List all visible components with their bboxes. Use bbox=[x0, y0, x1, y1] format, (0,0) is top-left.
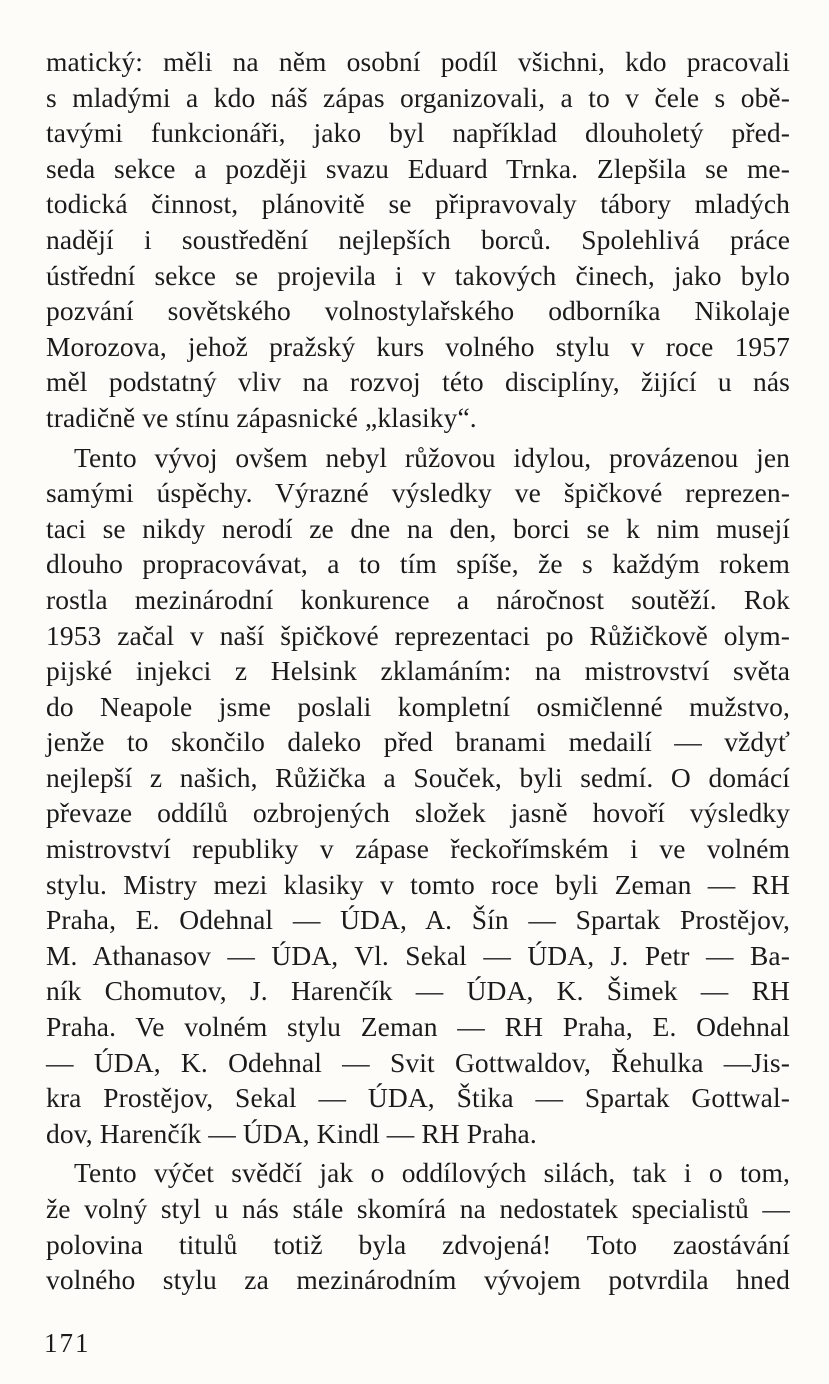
text-line: Morozova, jehož pražský kurs volného stylu v roce 1957 bbox=[46, 330, 790, 362]
text-line: matický: měli na něm osobní podíl všichni, kdo pracovali bbox=[46, 46, 790, 77]
text-line: seda sekce a později svazu Eduard Trnka. Zlepšila se me- bbox=[46, 152, 790, 184]
text-line: samými úspěchy. Výrazné výsledky ve špičkové reprezen- bbox=[46, 477, 790, 509]
text-line: stylu. Mistry mezi klasiky v tomto roce byli Zeman — RH bbox=[46, 868, 790, 900]
text-line: ústřední sekce se projevila i v takových činech, jako bylo bbox=[46, 259, 790, 291]
text-line: M. Athanasov — ÚDA, Vl. Sekal — ÚDA, J. Petr — Ba- bbox=[46, 939, 790, 971]
text-line: polovina titulů totiž byla zdvojená! Toto zaostávání bbox=[46, 1228, 790, 1260]
text-line: Praha, E. Odehnal — ÚDA, A. Šín — Spartak Prostějov, bbox=[46, 904, 790, 936]
text-line: taci se nikdy nerodí ze dne na den, borci se k nim musejí bbox=[46, 512, 790, 544]
text-line: Tento vývoj ovšem nebyl růžovou idylou, provázenou jen bbox=[74, 441, 790, 473]
page-number: 171 bbox=[44, 1328, 91, 1358]
text-line: 1953 začal v naší špičkové reprezentaci po Růžičkově olym- bbox=[46, 619, 790, 651]
text-line: kra Prostějov, Sekal — ÚDA, Štika — Spartak Gottwal- bbox=[46, 1082, 790, 1114]
text-line: nadějí i soustředění nejlepších borců. Spolehlivá práce bbox=[46, 223, 790, 255]
text-line: pijské injekci z Helsink zklamáním: na mistrovství světa bbox=[46, 655, 790, 687]
text-line: jenže to skončilo daleko před branami medailí — vždyť bbox=[46, 726, 790, 758]
text-line: rostla mezinárodní konkurence a náročnost soutěží. Rok bbox=[46, 583, 790, 615]
text-line: volného stylu za mezinárodním vývojem potvrdila hned bbox=[46, 1264, 790, 1296]
paragraph-1 bbox=[46, 44, 790, 436]
text-line: pozvání sovětského volnostylařského odborníka Nikolaje bbox=[46, 295, 790, 327]
page-body bbox=[46, 44, 790, 1298]
paragraph-2 bbox=[46, 440, 790, 1152]
text-line: dov, Harenčík — ÚDA, Kindl — RH Praha. bbox=[46, 1117, 537, 1149]
text-line: nejlepší z našich, Růžička a Souček, byli sedmí. O domácí bbox=[46, 761, 790, 793]
text-line: měl podstatný vliv na rozvoj této disciplíny, žijící u nás bbox=[46, 366, 790, 398]
text-line: Praha. Ve volném stylu Zeman — RH Praha, E. Odehnal bbox=[46, 1011, 790, 1043]
text-line: Tento výčet svědčí jak o oddílových silách, tak i o tom, bbox=[74, 1157, 790, 1189]
text-line: že volný styl u nás stále skomírá na nedostatek specialistů — bbox=[46, 1193, 790, 1224]
text-line: mistrovství republiky v zápase řeckořímském i ve volném bbox=[46, 833, 790, 865]
text-line: dlouho propracovávat, a to tím spíše, že s každým rokem bbox=[46, 548, 790, 580]
text-line: tavými funkcionáři, jako byl například dlouholetý před- bbox=[46, 117, 790, 149]
text-line: — ÚDA, K. Odehnal — Svit Gottwaldov, Řehulka —Jis- bbox=[46, 1046, 790, 1078]
text-line: převaze oddílů ozbrojených složek jasně hovoří výsledky bbox=[46, 797, 790, 829]
text-line: ník Chomutov, J. Harenčík — ÚDA, K. Šimek — RH bbox=[46, 975, 790, 1007]
text-line: todická činnost, plánovitě se připravovaly tábory mladých bbox=[46, 188, 790, 220]
text-line: tradičně ve stínu zápasnické „klasiky“. bbox=[46, 401, 477, 433]
text-line: do Neapole jsme poslali kompletní osmičlenné mužstvo, bbox=[46, 690, 790, 722]
paragraph-3 bbox=[46, 1155, 790, 1297]
text-line: s mladými a kdo náš zápas organizovali, a to v čele s obě- bbox=[46, 81, 790, 113]
